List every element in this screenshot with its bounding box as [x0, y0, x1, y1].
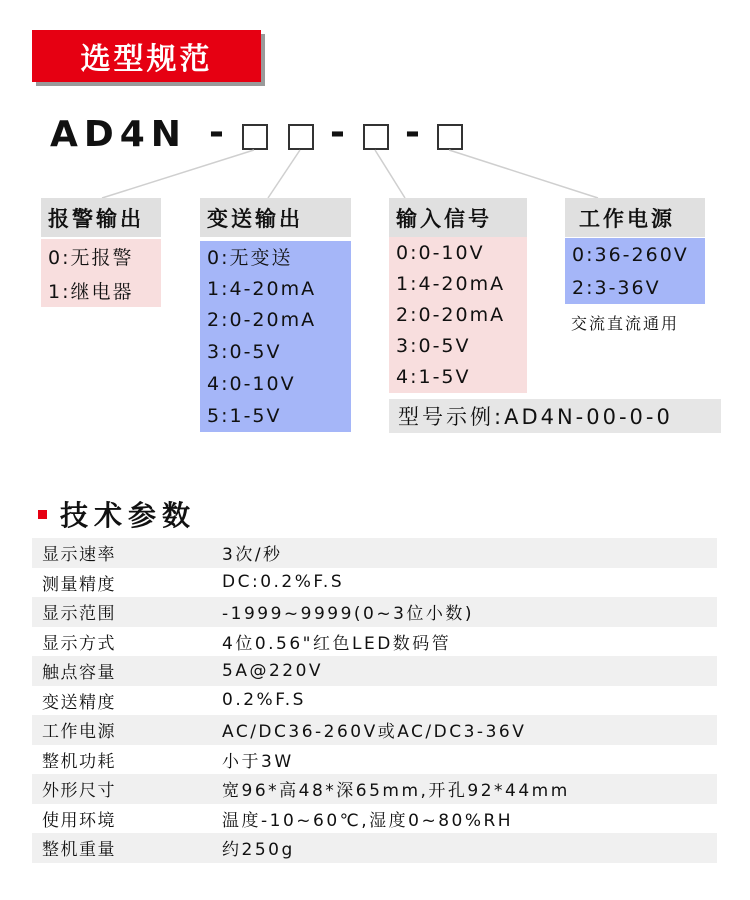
spec-key: 使用环境 [42, 810, 116, 831]
group-power-options [565, 238, 705, 304]
table-row [32, 804, 717, 834]
group-power-title: 工作电源 [565, 198, 705, 237]
model-example: 型号示例:AD4N-00-0-0 [389, 399, 721, 433]
spec-key: 显示方式 [42, 633, 116, 654]
spec-key: 显示速率 [42, 545, 116, 566]
group-input-options [389, 237, 527, 393]
spec-value: DC:0.2%F.S [222, 572, 345, 593]
table-row [32, 538, 717, 568]
table-row [32, 597, 717, 627]
spec-value: 3次/秒 [222, 545, 283, 566]
option-alarm-1: 1:继电器 [48, 280, 134, 303]
spec-value: 4位0.56"红色LED数码管 [222, 633, 452, 654]
spec-key: 变送精度 [42, 692, 116, 713]
group-alarm-title: 报警输出 [41, 198, 161, 237]
option-transmit-3: 3:0-5V [207, 341, 282, 364]
spec-value: 约250g [222, 840, 295, 861]
spec-value: 温度-10~60℃,湿度0~80%RH [222, 810, 514, 831]
option-input-2: 2:0-20mA [396, 303, 506, 326]
spec-value: AC/DC36-260V或AC/DC3-36V [222, 722, 527, 743]
model-prefix: AD4N [50, 114, 187, 155]
spec-key: 测量精度 [42, 574, 116, 595]
table-row [32, 745, 717, 775]
spec-value: 5A@220V [222, 660, 324, 681]
spec-key: 显示范围 [42, 604, 116, 625]
option-input-3: 3:0-5V [396, 335, 471, 358]
power-note: 交流直流通用 [571, 314, 680, 333]
section-title: 技术参数 [60, 499, 197, 532]
connector-lines [0, 0, 750, 210]
table-row [32, 686, 717, 716]
option-power-0: 0:36-260V [572, 243, 689, 266]
table-row [32, 774, 717, 804]
option-transmit-5: 5:1-5V [207, 404, 282, 427]
spec-key: 工作电源 [42, 722, 116, 743]
option-transmit-4: 4:0-10V [207, 373, 296, 396]
option-alarm-0: 0:无报警 [48, 246, 134, 269]
table-row [32, 568, 717, 598]
group-transmit-title: 变送输出 [200, 198, 351, 237]
group-alarm-options [41, 239, 161, 307]
spec-value: 0.2%F.S [222, 690, 306, 711]
option-transmit-2: 2:0-20mA [207, 309, 317, 332]
spec-key: 整机功耗 [42, 751, 116, 772]
option-transmit-1: 1:4-20mA [207, 277, 317, 300]
group-input-title: 输入信号 [389, 198, 527, 237]
model-dash: - [405, 112, 420, 153]
spec-value: -1999~9999(0~3位小数) [222, 604, 475, 625]
page-title: 选型规范 [32, 30, 261, 82]
option-power-2: 2:3-36V [572, 276, 661, 299]
option-input-1: 1:4-20mA [396, 272, 506, 295]
spec-key: 触点容量 [42, 663, 116, 684]
table-row [32, 656, 717, 686]
option-input-0: 0:0-10V [396, 241, 485, 264]
group-transmit-options [200, 241, 351, 432]
model-dash: - [209, 112, 224, 153]
table-row [32, 833, 717, 863]
option-transmit-0: 0:无变送 [207, 247, 293, 270]
section-bullet-icon [38, 510, 47, 519]
option-input-4: 4:1-5V [396, 366, 471, 389]
table-row [32, 627, 717, 657]
spec-table [32, 538, 717, 863]
spec-key: 外形尺寸 [42, 781, 116, 802]
spec-key: 整机重量 [42, 840, 116, 861]
model-dash: - [330, 112, 345, 153]
spec-value: 小于3W [222, 751, 294, 772]
spec-value: 宽96*高48*深65mm,开孔92*44mm [222, 781, 570, 802]
table-row [32, 715, 717, 745]
